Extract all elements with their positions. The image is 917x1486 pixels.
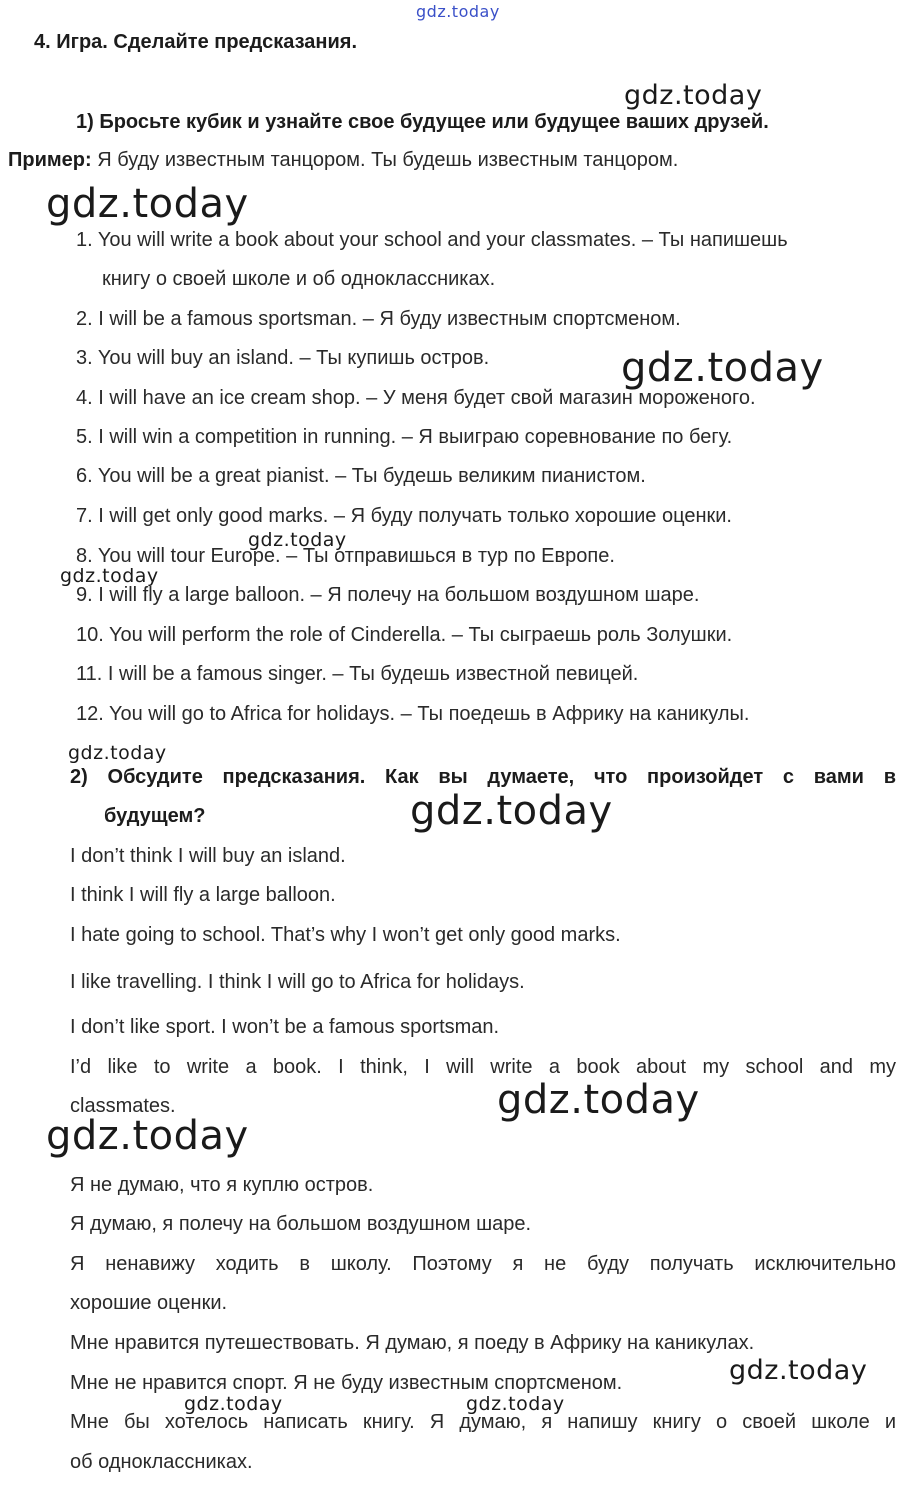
watermark: gdz.today [729, 1355, 868, 1386]
watermark: gdz.today [46, 181, 249, 227]
list-item-4: 4. I will have an ice cream shop. – У меня будет свой магазин мороженого. [76, 387, 756, 409]
russian-answer-4: Мне нравится путешествовать. Я думаю, я поеду в Африку на каникулах. [70, 1332, 755, 1354]
list-item-5: 5. I will win a competition in running. – Я выиграю соревнование по бегу. [76, 426, 733, 448]
russian-answer-2: Я думаю, я полечу на большом воздушном шаре. [70, 1213, 532, 1235]
english-answer-5: I don’t like sport. I won’t be a famous sportsman. [70, 1016, 500, 1038]
example-text: Я буду известным танцором. Ты будешь известным танцором. [91, 149, 679, 171]
part2-header-line2: будущем? [104, 805, 206, 827]
english-answer-1: I don’t think I will buy an island. [70, 845, 346, 867]
watermark: gdz.today [624, 80, 763, 111]
part2-header-line1: 2) Обсудите предсказания. Как вы думаете, что произойдет с вами в [70, 766, 896, 788]
russian-answer-5: Мне не нравится спорт. Я не буду известным спортсменом. [70, 1372, 623, 1394]
example-line [8, 147, 678, 173]
russian-answer-3-cont: хорошие оценки. [70, 1292, 228, 1314]
watermark: gdz.today [46, 1113, 249, 1159]
watermark: gdz.today [621, 345, 824, 391]
russian-answer-6: Мне бы хотелось написать книгу. Я думаю, я напишу книгу о своей школе и [70, 1411, 896, 1433]
list-item-11: 11. I will be a famous singer. – Ты будешь известной певицей. [76, 663, 639, 685]
list-item-7: 7. I will get only good marks. – Я буду получать только хорошие оценки. [76, 505, 732, 527]
watermark: gdz.today [248, 529, 347, 551]
list-item-6: 6. You will be a great pianist. – Ты будешь великим пианистом. [76, 465, 646, 487]
list-item-1-cont: книгу о своей школе и об одноклассниках. [102, 268, 496, 290]
russian-answer-3: Я ненавижу ходить в школу. Поэтому я не буду получать исключительно [70, 1253, 896, 1275]
list-item-9: 9. I will fly a large balloon. – Я полечу на большом воздушном шаре. [76, 584, 700, 606]
task-subheader-1: 1) Бросьте кубик и узнайте свое будущее или будущее ваших друзей. [76, 111, 769, 133]
list-item-3: 3. You will buy an island. – Ты купишь остров. [76, 347, 490, 369]
english-answer-3: I hate going to school. That’s why I won’t get only good marks. [70, 924, 621, 946]
watermark: gdz.today [184, 1393, 283, 1415]
list-item-2: 2. I will be a famous sportsman. – Я буду известным спортсменом. [76, 308, 681, 330]
list-item-8: 8. You will tour Europe. – Ты отправишься в тур по Европе. [76, 545, 615, 567]
watermark: gdz.today [68, 742, 167, 764]
watermark: gdz.today [497, 1077, 700, 1123]
russian-answer-1: Я не думаю, что я куплю остров. [70, 1174, 374, 1196]
watermark: gdz.today [466, 1393, 565, 1415]
list-item-10: 10. You will perform the role of Cinderella. – Ты сыграешь роль Золушки. [76, 624, 733, 646]
watermark: gdz.today [416, 2, 500, 21]
task-header: 4. Игра. Сделайте предсказания. [34, 31, 358, 53]
watermark: gdz.today [60, 565, 159, 587]
english-answer-6-cont: classmates. [70, 1095, 176, 1117]
list-item-1: 1. You will write a book about your school and your classmates. – Ты напишешь [76, 229, 788, 251]
english-answer-6: I’d like to write a book. I think, I will write a book about my school and my [70, 1056, 896, 1078]
english-answer-2: I think I will fly a large balloon. [70, 884, 336, 906]
list-item-12: 12. You will go to Africa for holidays. – Ты поедешь в Африку на каникулы. [76, 703, 750, 725]
russian-answer-6-cont: об одноклассниках. [70, 1451, 253, 1473]
watermark: gdz.today [410, 788, 613, 834]
example-label: Пример: [8, 149, 92, 171]
english-answer-4: I like travelling. I think I will go to Africa for holidays. [70, 971, 525, 993]
